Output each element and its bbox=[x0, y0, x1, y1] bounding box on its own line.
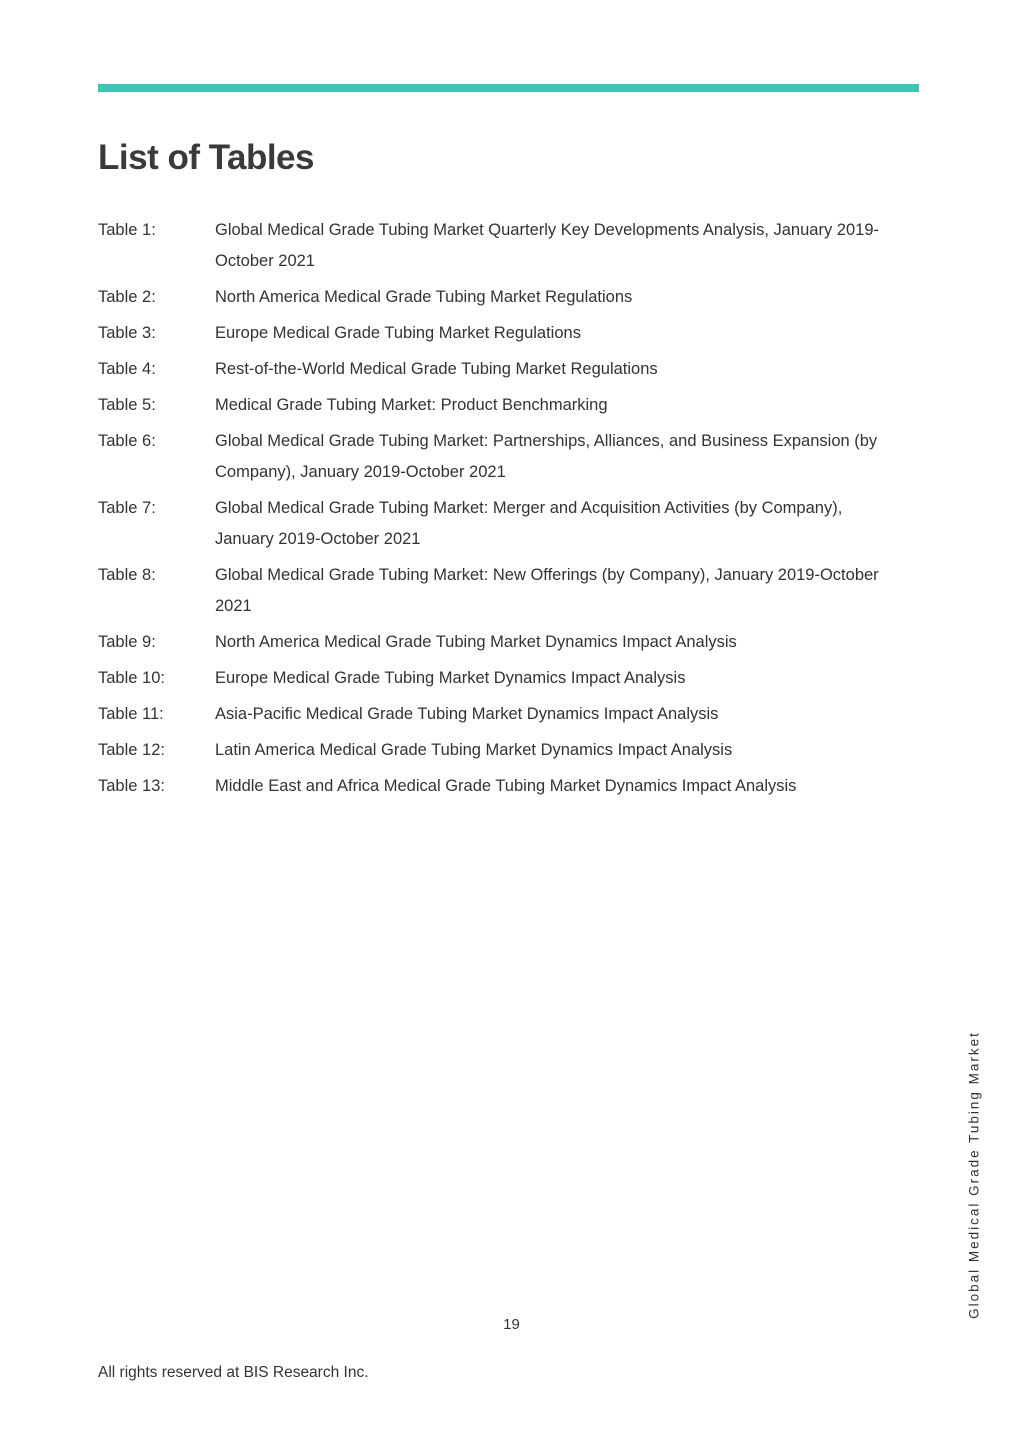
toc-entry-number: Table 3: bbox=[98, 324, 156, 342]
page-number: 19 bbox=[503, 1316, 520, 1333]
toc-entry[interactable] bbox=[98, 663, 898, 694]
toc-entry-title: Latin America Medical Grade Tubing Market Dynamics Impact Analysis bbox=[215, 741, 733, 759]
toc-entry-number: Table 10: bbox=[98, 669, 165, 687]
toc-entry-title: Global Medical Grade Tubing Market: Merger and Acquisition Activities (by Company), January 2019-October 2021 bbox=[215, 499, 843, 548]
toc-entry-number: Table 7: bbox=[98, 499, 156, 517]
toc-entry-number: Table 6: bbox=[98, 432, 156, 450]
toc-entry[interactable] bbox=[98, 699, 898, 730]
toc-entry-title: Global Medical Grade Tubing Market: New Offerings (by Company), January 2019-October 2021 bbox=[215, 566, 879, 615]
toc-entry[interactable] bbox=[98, 493, 898, 555]
toc-entry-title: Global Medical Grade Tubing Market: Partnerships, Alliances, and Business Expansion (by Company), January 2019-October 2021 bbox=[215, 432, 878, 481]
toc-entry[interactable] bbox=[98, 771, 898, 802]
toc-entry-title: Global Medical Grade Tubing Market Quarterly Key Developments Analysis, January 2019-October 2021 bbox=[215, 221, 879, 270]
toc-entry-number: Table 12: bbox=[98, 741, 165, 759]
toc-entry-title: Europe Medical Grade Tubing Market Dynamics Impact Analysis bbox=[215, 669, 686, 687]
toc-entry-number: Table 13: bbox=[98, 777, 165, 795]
side-running-title: Global Medical Grade Tubing Market bbox=[966, 1031, 982, 1319]
list-of-tables bbox=[98, 215, 898, 807]
toc-entry[interactable] bbox=[98, 426, 898, 488]
toc-entry[interactable] bbox=[98, 354, 898, 385]
toc-entry[interactable] bbox=[98, 735, 898, 766]
toc-entry-title: Rest-of-the-World Medical Grade Tubing Market Regulations bbox=[215, 360, 658, 378]
toc-entry-number: Table 5: bbox=[98, 396, 156, 414]
toc-entry-title: North America Medical Grade Tubing Market Dynamics Impact Analysis bbox=[215, 633, 737, 651]
toc-entry-title: Medical Grade Tubing Market: Product Benchmarking bbox=[215, 396, 608, 414]
toc-entry[interactable] bbox=[98, 215, 898, 277]
header-accent-rule bbox=[98, 84, 919, 92]
toc-entry[interactable] bbox=[98, 318, 898, 349]
toc-entry[interactable] bbox=[98, 282, 898, 313]
toc-entry-number: Table 2: bbox=[98, 288, 156, 306]
toc-entry-number: Table 8: bbox=[98, 566, 156, 584]
footer-copyright: All rights reserved at BIS Research Inc. bbox=[98, 1364, 369, 1381]
toc-entry-title: Middle East and Africa Medical Grade Tubing Market Dynamics Impact Analysis bbox=[215, 777, 797, 795]
toc-entry-number: Table 11: bbox=[98, 705, 164, 723]
toc-entry[interactable] bbox=[98, 390, 898, 421]
toc-entry-number: Table 1: bbox=[98, 221, 156, 239]
page-title: List of Tables bbox=[98, 138, 314, 177]
toc-entry[interactable] bbox=[98, 560, 898, 622]
toc-entry-title: North America Medical Grade Tubing Market Regulations bbox=[215, 288, 633, 306]
toc-entry-title: Asia-Pacific Medical Grade Tubing Market Dynamics Impact Analysis bbox=[215, 705, 719, 723]
toc-entry-number: Table 4: bbox=[98, 360, 156, 378]
toc-entry-title: Europe Medical Grade Tubing Market Regulations bbox=[215, 324, 581, 342]
toc-entry-number: Table 9: bbox=[98, 633, 156, 651]
toc-entry[interactable] bbox=[98, 627, 898, 658]
